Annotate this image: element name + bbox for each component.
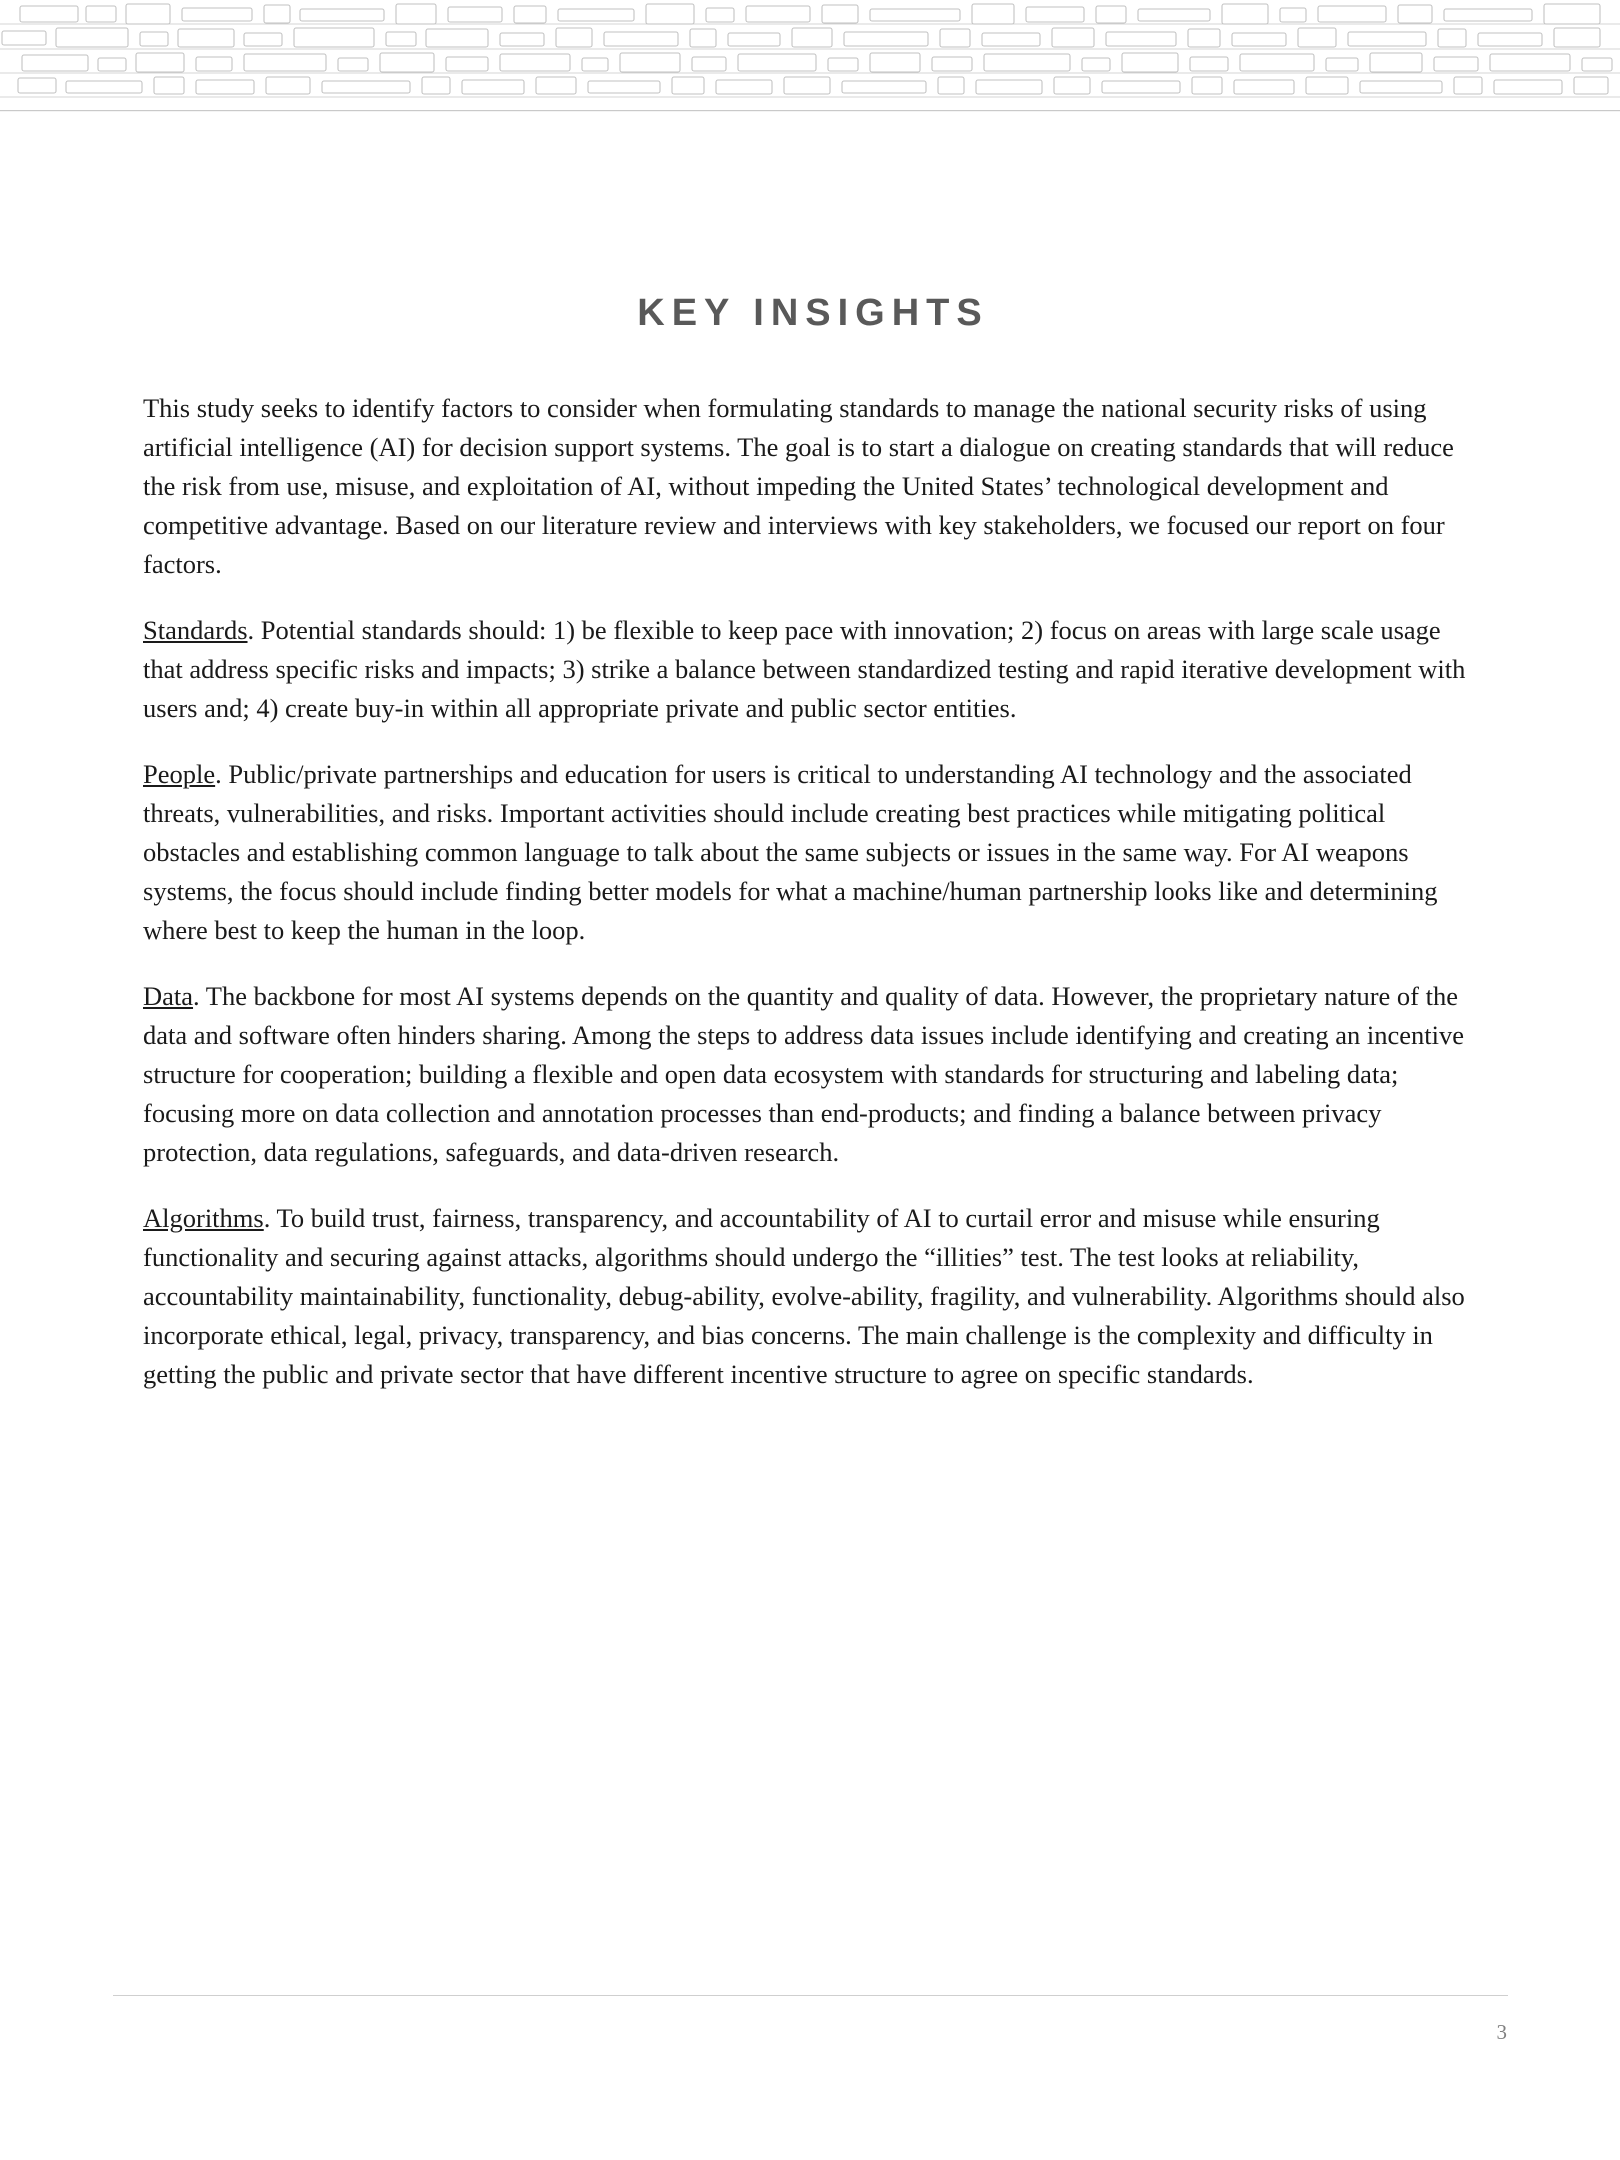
lead-term-data: Data (143, 981, 194, 1011)
paragraph-data (143, 977, 1483, 1172)
page-title: KEY INSIGHTS (637, 292, 989, 334)
paragraph-text: . Public/private partnerships and education for users is critical to understanding AI technology and the associated threats, vulnerabilities, and risks. Important activities should include creating best practices while mitigating political obstacles and establishing common language to talk about the same subjects or issues in the same way. For AI weapons systems, the focus should include finding better models for what a machine/human partnership looks like and determining where best to keep the human in the loop. (143, 759, 1438, 945)
paragraph-text: . The backbone for most AI systems depends on the quantity and quality of data. However, the proprietary nature of the data and software often hinders sharing. Among the steps to address data issues include identifying and creating an incentive structure for cooperation; building a flexible and open data ecosystem with standards for structuring and labeling data; focusing more on data collection and annotation processes than end-products; and finding a balance between privacy protection, data regulations, safeguards, and data-driven research. (143, 981, 1464, 1167)
body-text (143, 335, 1483, 1394)
lead-term-algorithms: Algorithms (143, 1203, 264, 1233)
paragraph-text: . To build trust, fairness, transparency, and accountability of AI to curtail error and misuse while ensuring functionality and securing against attacks, algorithms should undergo the “illities” test. The test looks at reliability, accountability maintainability, functionality, debug-ability, evolve-ability, fragility, and vulnerability. Algorithms should also incorporate ethical, legal, privacy, transparency, and bias concerns. The main challenge is the complexity and difficulty in getting the public and private sector that have different incentive structure to agree on specific standards. (143, 1203, 1465, 1389)
lead-term-people: People (143, 759, 216, 789)
paragraph-text: This study seeks to identify factors to consider when formulating standards to manage the national security risks of using artificial intelligence (AI) for decision support systems. The goal is to start a dialogue on creating standards that will reduce the risk from use, misuse, and exploitation of AI, without impeding the United States’ technological development and competitive advantage. Based on our literature review and interviews with key stakeholders, we focused our report on four factors. (143, 393, 1454, 579)
page-number: 3 (1496, 2020, 1507, 2044)
lead-term-standards: Standards (143, 615, 248, 645)
paragraph-intro (143, 389, 1483, 584)
paragraph-text: . Potential standards should: 1) be flexible to keep pace with innovation; 2) focus on areas with large scale usage that address specific risks and impacts; 3) strike a balance between standardized testing and rapid iterative development with users and; 4) create buy-in within all appropriate private and public sector entities. (143, 615, 1466, 723)
footer-divider (113, 1995, 1508, 1996)
paragraph-people (143, 755, 1483, 950)
page-content (143, 0, 1483, 1394)
paragraph-standards (143, 611, 1483, 728)
paragraph-algorithms (143, 1199, 1483, 1394)
